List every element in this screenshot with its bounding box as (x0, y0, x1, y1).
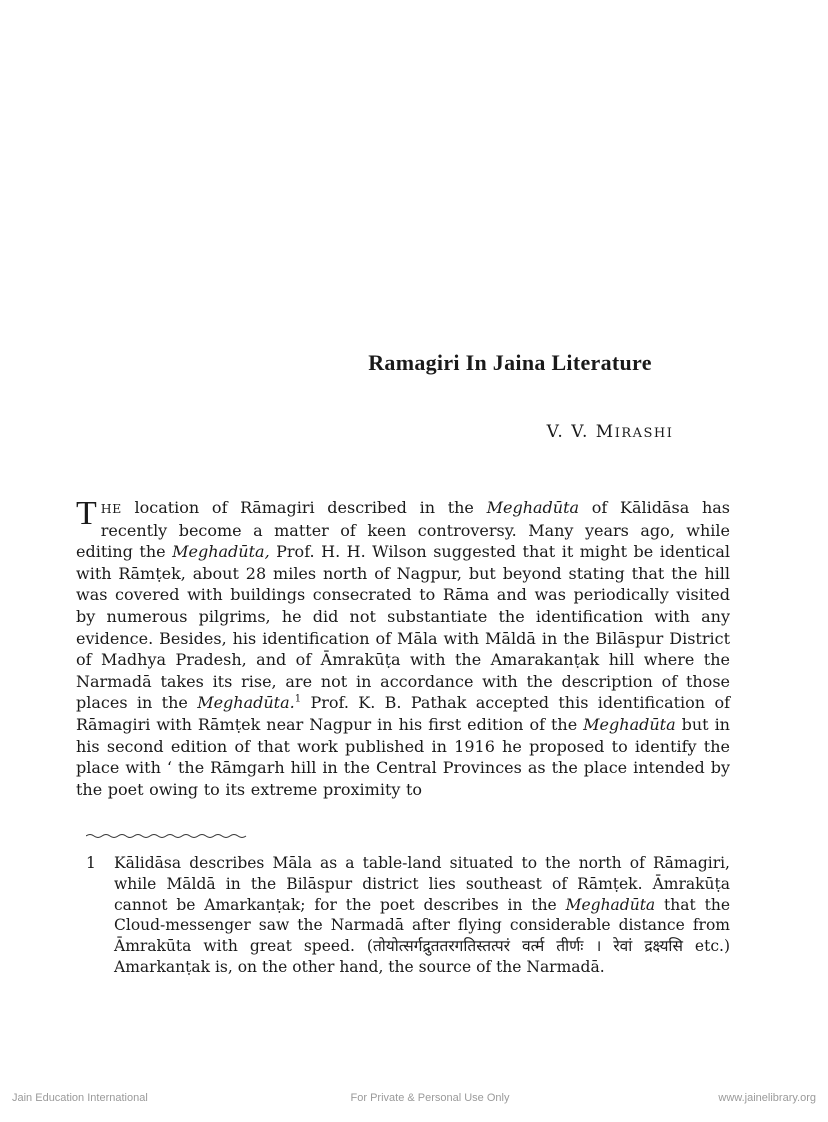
author-initials: V. V. M (546, 422, 615, 442)
italic-title: Meghadūta (583, 714, 676, 734)
author-byline (0, 422, 828, 442)
text-run: that the Cloud-messenger saw the Narmadā after flying considerable distance from Āmrakūta with great speed. (तोयोत्सर्गद्रुततरगतिस्तत्परं वर्त्म तीर्णः । रेवां द्रक्ष्यसि etc.) Amarkanṭak is, on the other hand, the source of the Narmadā. (114, 895, 730, 976)
italic-title: Meghadūta. (197, 693, 295, 713)
footnote-number: 1 (86, 854, 96, 872)
text-run: location of Rāmagiri described in the (121, 498, 487, 517)
article-title: Ramagiri In Jaina Literature (368, 350, 652, 375)
small-caps-he: HE (100, 501, 122, 516)
italic-title: Meghadūta (565, 895, 656, 914)
footer-center: For Private & Personal Use Only (350, 1092, 510, 1104)
footnote-text (114, 853, 730, 978)
footnote-separator (86, 833, 248, 839)
author-surname-smallcaps: IRASHI (614, 426, 674, 441)
text-run: of Kālidāsa has recently become a matter of keen controversy. Many years ago, while editing the (76, 498, 731, 562)
italic-title: Meghadūta, (172, 542, 270, 562)
footer-link[interactable]: www.jainelibrary.org (718, 1092, 816, 1104)
footnote-ref: 1 (294, 694, 302, 706)
text-run: but in his second edition of that work published in 1916 he proposed to identify the place with ‘ the Rāmgarh hill in the Central Provinces as the place intended by the poet owing to its extreme proximity to (76, 714, 730, 799)
text-run: Prof. H. H. Wilson suggested that it might be identical with Rāmṭek, about 28 miles north of Nagpur, but beyond stating that the hill was covered with buildings consecrated to Rāma and was periodically visited by numerous pilgrims, he did not substantiate the identification with any evidence. Besides, his identification of Māla with Māldā in the Bilāspur District of Madhya Pradesh, and of Āmrakūṭa with the Amarakanṭak hill where the Narmadā takes its rise, are not in accordance with the description of those places in the (76, 542, 731, 713)
footnote (86, 853, 730, 978)
italic-title: Meghadūta (486, 498, 580, 517)
body-paragraph (76, 497, 730, 800)
text-run: Prof. K. B. Pathak accepted this identification of Rāmagiri with Rāmṭek near Nagpur in his first edition of the (76, 693, 731, 734)
text-run: Kālidāsa describes Māla as a table-land situated to the north of Rāmagiri, while Māldā in the Bilāspur district lies southeast of Rāmṭek. Āmrakūṭa cannot be Amarkanṭak; for the poet describes in the (114, 854, 730, 914)
drop-cap: T (76, 495, 97, 532)
footer-left: Jain Education International (12, 1092, 148, 1104)
